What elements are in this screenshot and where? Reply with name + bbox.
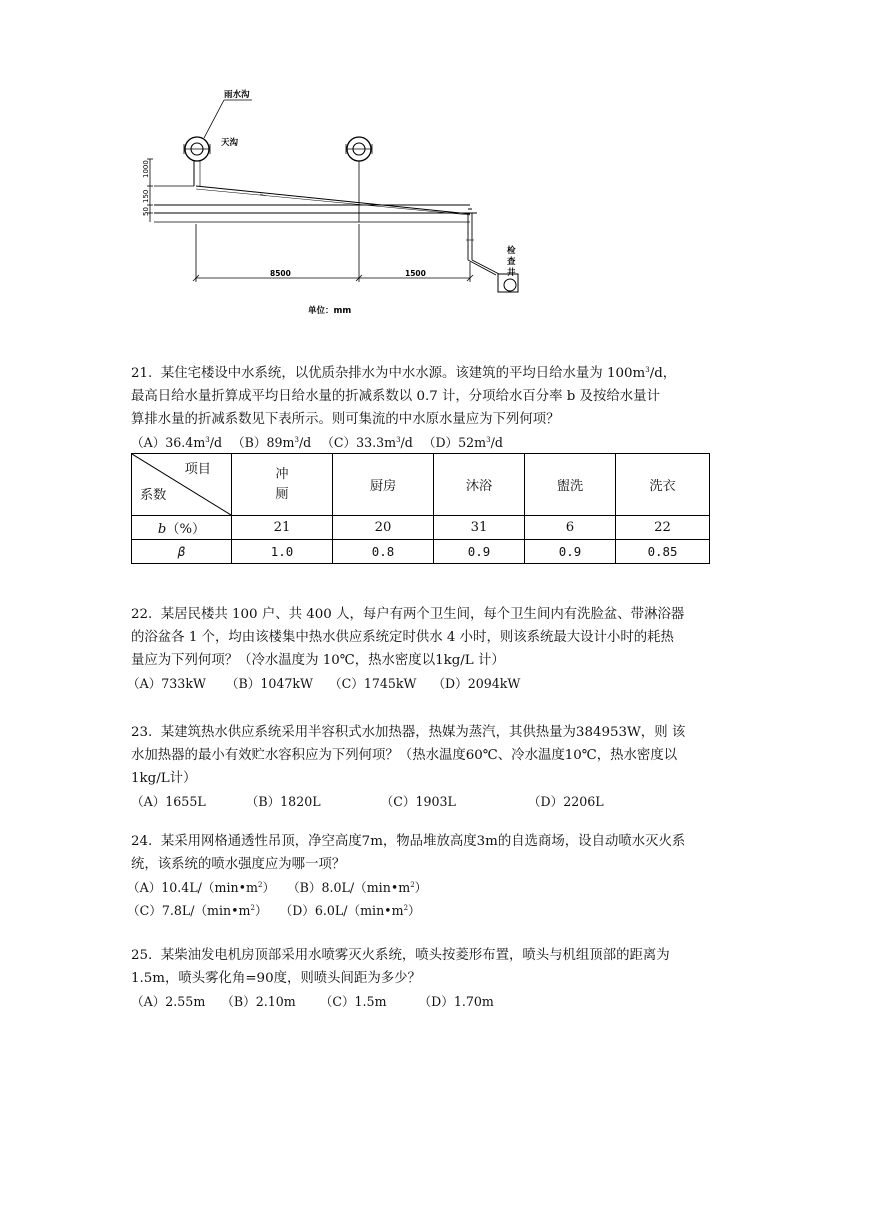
col-header-kitchen: 厨房 <box>333 454 434 516</box>
coefficient-table <box>131 453 710 564</box>
q23-line-3: 1kg/L计） <box>131 771 197 786</box>
dim-1000: 1000 <box>142 160 150 178</box>
q22-text-1: 某居民楼共 100 户、共 400 人，每户有两个卫生间，每个卫生间内有洗脸盆、带淋浴器 <box>160 607 685 622</box>
q21-number: 21. <box>131 366 153 381</box>
unit-note: 单位：mm <box>308 306 352 316</box>
question-22 <box>127 603 743 695</box>
table-corner-cell <box>132 454 232 516</box>
q23-text-1: 某建筑热水供应系统采用半容积式水加热器，热媒为蒸汽，其供热量为384953W，则 该 <box>160 725 686 740</box>
q24-options-row-2 <box>127 899 743 922</box>
label-sky-gutter: 天沟 <box>221 138 239 148</box>
q21-line-1 <box>131 362 743 385</box>
q21-options <box>131 431 743 454</box>
q25-options: （A）2.55m （B）2.10m （C）1.5m （D）1.70m <box>131 994 494 1009</box>
col-header-washbasin: 盥洗 <box>525 454 616 516</box>
table-cell: 0.9 <box>434 540 525 564</box>
q21-text-1: 某住宅楼设中水系统，以优质杂排水为中水水源。该建筑的平均日给水量为 100m <box>160 366 646 381</box>
question-24 <box>127 830 743 922</box>
question-21 <box>131 362 743 454</box>
q22-line-3: 量应为下列何项？（冷水温度为 10℃，热水密度以1kg/L 计） <box>131 653 505 668</box>
q23-options: （A）1655L （B）1820L （C）1903L （D）2206L <box>131 794 604 809</box>
dim-8500: 8500 <box>270 269 291 278</box>
row-label-b-unit: （%） <box>166 522 206 537</box>
label-inspection-well-3: 井 <box>507 268 516 278</box>
table-cell: 22 <box>616 516 710 540</box>
label-inspection-well-2: 查 <box>507 257 516 267</box>
q24-options-row-1 <box>127 876 743 899</box>
q22-line-1 <box>131 603 743 626</box>
q21-text-1-end: /d， <box>649 366 677 381</box>
q25-number: 25. <box>131 948 153 963</box>
q21-sup: 3 <box>645 366 650 374</box>
table-cell: 1.0 <box>232 540 333 564</box>
dim-150: 150 <box>142 189 150 203</box>
dim-1500: 1500 <box>405 269 426 278</box>
table-cell: 0.9 <box>525 540 616 564</box>
q25-line-2: 1.5m，喷头雾化角=90度，则喷头间距为多少？ <box>131 971 421 986</box>
col-header-laundry: 洗衣 <box>616 454 710 516</box>
q24-text-1: 某采用网格通透性吊顶，净空高度7m，物品堆放高度3m的自选商场，设自动喷水灭火系 <box>160 834 686 849</box>
question-25 <box>131 944 743 1013</box>
q21-line-2: 最高日给水量折算成平均日给水量的折减系数以 0.7 计，分项给水百分率 b 及按给水量计 <box>131 389 660 404</box>
q21-option-a: $(A)36.4m^3/d$ <box>131 435 223 450</box>
q24-option-a: $(A)10.4L/(\min•m^2)$ <box>127 880 276 895</box>
q24-option-d: $(D)6.0L/(\min•m^2)$ <box>279 903 421 918</box>
corner-label-item: 项目 <box>184 462 211 477</box>
q23-line-1 <box>131 721 743 744</box>
q22-options: （A）733kW （B）1047kW （C）1745kW （D）2094kW <box>127 676 521 691</box>
drainage-diagram <box>120 82 540 322</box>
q24-number: 24. <box>131 834 153 849</box>
question-23 <box>131 721 743 813</box>
q25-text-1: 某柴油发电机房顶部采用水喷雾灭火系统，喷头按菱形布置，喷头与机组顶部的距离为 <box>160 948 670 963</box>
table-cell: 0.85 <box>616 540 710 564</box>
q23-line-2: 水加热器的最小有效贮水容积应为下列何项？（热水温度60℃、冷水温度10℃，热水密度以 <box>131 748 678 763</box>
row-label-b: b（%） <box>132 516 232 540</box>
table-cell: 31 <box>434 516 525 540</box>
col-header-bath: 沐浴 <box>434 454 525 516</box>
q24-option-b: $(B)8.0L/(\min•m^2)$ <box>287 880 428 895</box>
table-cell: 0.8 <box>333 540 434 564</box>
table-row-beta <box>132 540 710 564</box>
dim-50: 50 <box>142 207 150 216</box>
rain-gutter-left <box>184 137 210 186</box>
col-header-toilet: 冲厕 <box>232 454 333 516</box>
q24-line-1 <box>131 830 743 853</box>
q23-number: 23. <box>131 725 153 740</box>
q22-number: 22. <box>131 607 153 622</box>
q21-option-b: $(B)89m^3/d$ <box>232 435 312 450</box>
table-cell: 21 <box>232 516 333 540</box>
label-rain-gutter: 雨水沟 <box>224 90 250 100</box>
q24-option-c: $(C)7.8L/(\min•m^2)$ <box>127 903 268 918</box>
q21-option-c: $(C)33.3m^3/d$ <box>321 435 413 450</box>
rain-gutter-right <box>346 137 372 222</box>
table-header-row <box>132 454 710 516</box>
row-label-beta: β <box>132 540 232 564</box>
corner-label-coef: 系数 <box>140 488 167 503</box>
q22-line-2: 的浴盆各 1 个，均由该楼集中热水供应系统定时供水 4 小时，则该系统最大设计小时的耗热 <box>131 630 674 645</box>
q21-option-d: $(D)52m^3/d$ <box>422 435 503 450</box>
table-row-b <box>132 516 710 540</box>
q25-line-1 <box>131 944 743 967</box>
table-cell: 6 <box>525 516 616 540</box>
q24-line-2: 统，该系统的喷水强度应为哪一项？ <box>131 857 346 872</box>
table-cell: 20 <box>333 516 434 540</box>
label-inspection-well-1: 检 <box>507 246 516 256</box>
q21-line-3: 算排水量的折减系数见下表所示。则可集流的中水原水量应为下列何项？ <box>131 412 560 427</box>
